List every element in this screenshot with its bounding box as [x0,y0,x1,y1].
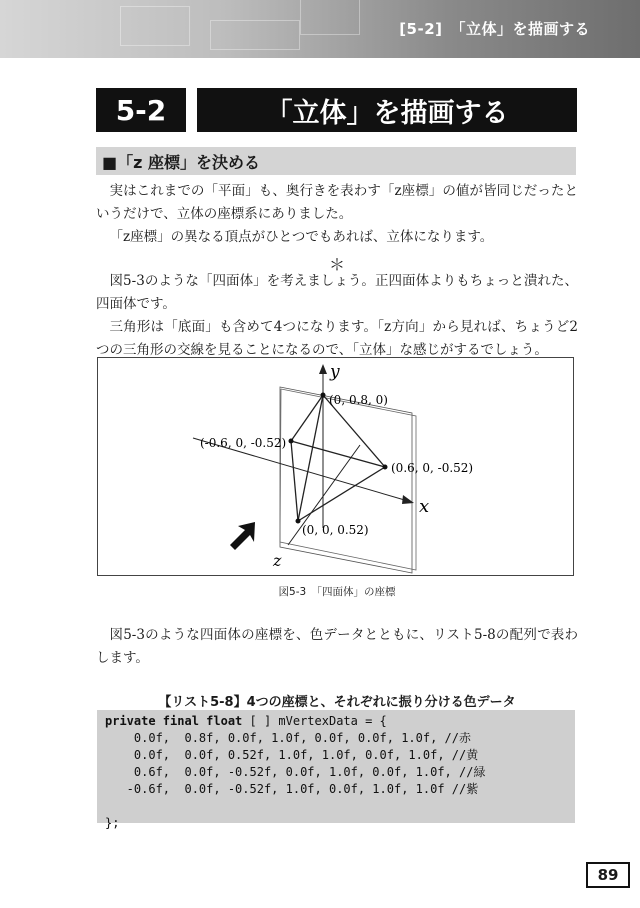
vertex-label-left: (-0.6, 0, -0.52) [200,436,287,450]
header-decoration [210,20,300,50]
tetrahedron-edges [291,395,385,521]
code-line: 0.0f, 0.8f, 0.0f, 1.0f, 0.0f, 0.0f, 1.0f, //赤 [105,731,472,745]
code-line: 0.6f, 0.0f, -0.52f, 0.0f, 1.0f, 0.0f, 1.0f, //緑 [105,765,486,779]
vertex-left-dot [289,439,294,444]
paragraph: 図5-3のような四面体の座標を、色データとともに、リスト5-8の配列で表わします。 [96,627,578,666]
vertex-right-dot [383,465,388,470]
code-line: -0.6f, 0.0f, -0.52f, 1.0f, 0.0f, 1.0f, 1.0f //紫 [105,782,479,796]
tetrahedron-diagram [98,358,575,577]
vertex-front-dot [296,519,301,524]
axis-label-y: y [330,362,340,382]
paragraph: 実はこれまでの「平面」も、奥行きを表わす「z座標」の値が皆同じだったというだけで、立体の座標系にありました。 [96,183,578,222]
ground-plane [280,387,412,573]
header-decoration [300,0,360,35]
running-header [0,0,640,58]
vertex-label-right: (0.6, 0, -0.52) [391,461,474,475]
section-number: 5-2 [96,88,186,132]
paragraph: 三角形は「底面」も含めて4つになります。「z方向」から見れば、ちょうど2つの三角形の交線を見ることになるので、「立体」な感じがするでしょう。 [96,319,578,358]
code-declaration: [ ] mVertexData = { [242,714,387,728]
subheading: ■「z 座標」を決める [96,147,576,175]
paragraph: 図5-3のような「四面体」を考えましょう。正四面体よりもちょっと潰れた、四面体です。 [96,273,578,312]
listing-title: 【リスト5-8】4つの座標と、それぞれに振り分ける色データ [158,695,516,710]
axis-label-z: z [273,551,282,570]
vertex-top-dot [321,393,326,398]
ground-plane-outline [280,389,416,570]
page-number: 89 [586,862,630,888]
paragraph: 「z座標」の異なる頂点がひとつでもあれば、立体になります。 [109,229,494,245]
code-listing [97,710,575,830]
vertex-label-front: (0, 0, 0.52) [302,523,369,537]
vertex-label-top: (0, 0.8, 0) [329,393,388,407]
section-title: 「立体」を描画する [197,88,577,132]
code-line: 0.0f, 0.0f, 0.52f, 1.0f, 1.0f, 0.0f, 1.0f, //黄 [105,748,479,762]
code-keywords: private final float [105,714,243,728]
separator-asterisk: ＊ [328,255,345,274]
figure-caption: 図5-3 「四面体」の座標 [278,586,396,598]
axis-label-x: x [419,496,430,517]
figure-tetrahedron [97,357,574,576]
y-axis-arrowhead [319,364,327,374]
code-closing: }; [105,816,120,830]
view-direction-arrow [230,522,255,550]
header-decoration [120,6,190,46]
running-title: [5-2] 「立体」を描画する [399,20,590,38]
